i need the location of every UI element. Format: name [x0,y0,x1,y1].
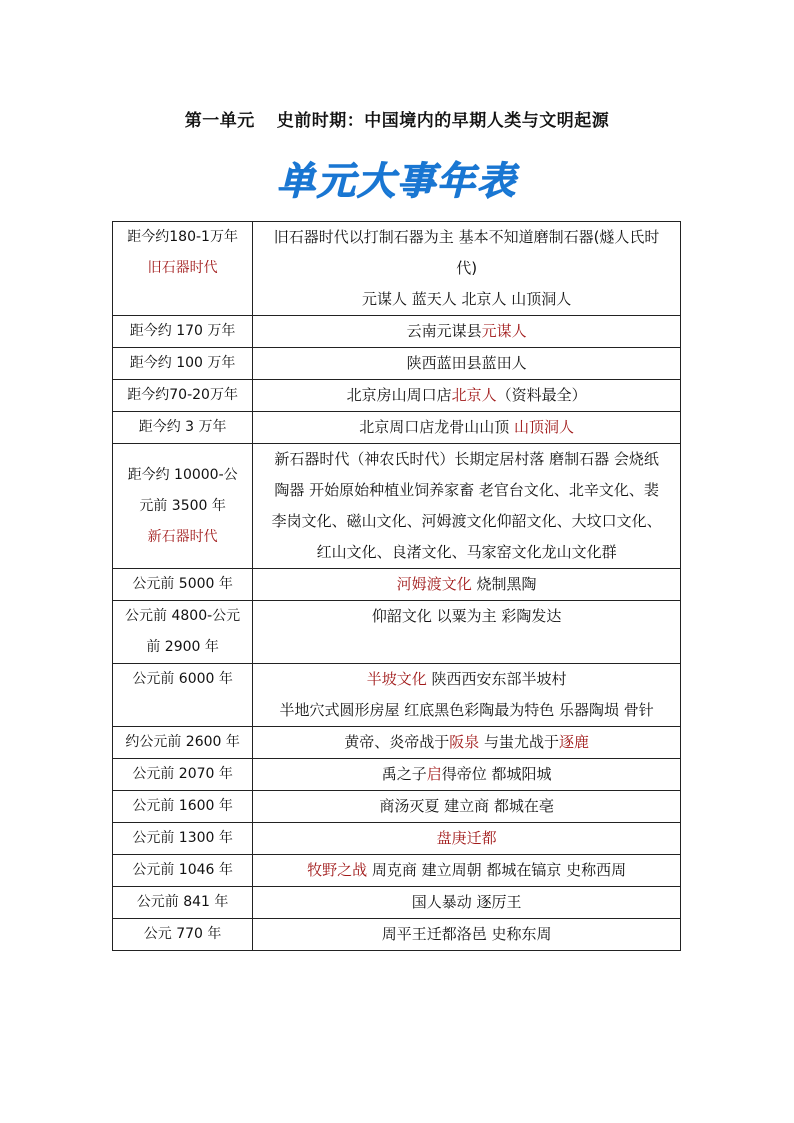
desc-cell [253,412,681,444]
desc-text: 元谋人 蓝天人 北京人 山顶洞人 [361,290,572,308]
desc-cell [253,855,681,887]
highlight-text: 逐鹿 [559,733,590,751]
table-row [113,444,681,569]
date-cell: 公元前 1600 年 [113,791,253,823]
table-row [113,316,681,348]
desc-cell: 仰韶文化 以粟为主 彩陶发达 [253,601,681,664]
desc-cell [253,380,681,412]
date-cell: 公元前 1046 年 [113,855,253,887]
date-text: 前 2900 年 [146,639,219,655]
highlight-text: 半坡文化 [366,670,427,688]
unit-label: 第一单元 [184,111,255,131]
desc-text: 北京周口店龙骨山山顶 [359,418,514,436]
date-cell: 公元 770 年 [113,919,253,951]
page-title [0,106,794,131]
desc-text: 旧石器时代以打制石器为主 基本不知道磨制石器(燧人氏时 [273,228,660,246]
table-row [113,727,681,759]
desc-cell: 陕西蓝田县蓝田人 [253,348,681,380]
table-row [113,759,681,791]
date-cell [113,444,253,569]
table-row [113,887,681,919]
date-cell [113,601,253,664]
desc-text: 黄帝、炎帝战于 [344,733,450,751]
desc-text: 周克商 建立周朝 都城在镐京 史称西周 [367,861,627,879]
desc-text: 北京房山周口店 [346,386,452,404]
desc-cell [253,664,681,727]
desc-text: （资料最全） [496,386,587,404]
table-row [113,348,681,380]
date-cell: 公元前 2070 年 [113,759,253,791]
desc-text: 李岗文化、磁山文化、河姆渡文化仰韶文化、大坟口文化、 [271,512,662,530]
desc-cell [253,759,681,791]
table-row [113,664,681,727]
desc-text: 禹之子 [381,765,427,783]
highlight-text: 河姆渡文化 [396,575,472,593]
date-cell: 公元前 1300 年 [113,823,253,855]
highlight-text: 牧野之战 [307,861,368,879]
table-row [113,380,681,412]
desc-text: 烧制黑陶 [471,575,537,593]
highlight-text: 阪泉 [449,733,480,751]
desc-text: 云南元谋县 [406,322,482,340]
desc-text: 半地穴式圆形房屋 红底黑色彩陶最为特色 乐器陶埙 骨针 [279,701,654,719]
date-cell: 公元前 6000 年 [113,664,253,727]
desc-cell [253,569,681,601]
desc-cell: 盘庚迁都 [253,823,681,855]
table-row [113,412,681,444]
timeline-table [112,221,681,951]
desc-text: 红山文化、良渚文化、马家窑文化龙山文化群 [316,543,617,561]
table-row [113,222,681,316]
desc-cell [253,316,681,348]
table-row [113,823,681,855]
desc-text: 新石器时代（神农氏时代）长期定居村落 磨制石器 会烧纸 [274,450,659,468]
highlight-text: 启 [426,765,442,783]
table-row [113,855,681,887]
highlight-text: 山顶洞人 [514,418,575,436]
date-text: 公元前 4800-公元 [125,608,241,624]
date-text: 距今约 10000-公 [127,466,238,483]
desc-cell: 商汤灭夏 建立商 都城在亳 [253,791,681,823]
date-text: 元前 3500 年 [139,497,226,514]
table-row [113,791,681,823]
date-cell: 距今约 3 万年 [113,412,253,444]
date-cell: 公元前 841 年 [113,887,253,919]
date-cell: 约公元前 2600 年 [113,727,253,759]
desc-cell [253,727,681,759]
table-row [113,569,681,601]
era-label: 旧石器时代 [147,260,218,276]
timeline-banner: 单元大事年表 [276,159,517,203]
date-cell: 距今约 170 万年 [113,316,253,348]
desc-cell [253,444,681,569]
highlight-text: 元谋人 [481,322,527,340]
desc-text: 得帝位 都城阳城 [441,765,552,783]
date-cell: 公元前 5000 年 [113,569,253,601]
desc-cell: 国人暴动 逐厉王 [253,887,681,919]
date-cell: 距今约70-20万年 [113,380,253,412]
unit-subtitle: 史前时期：中国境内的早期人类与文明起源 [276,111,610,131]
date-cell [113,222,253,316]
era-label: 新石器时代 [147,528,218,545]
table-row [113,601,681,664]
desc-text: 陶器 开始原始种植业饲养家畜 老官台文化、北辛文化、裴 [274,481,659,499]
desc-text: 代) [456,259,478,277]
highlight-text: 北京人 [451,386,497,404]
desc-text: 陕西西安东部半坡村 [426,670,567,688]
desc-text: 与蚩尤战于 [479,733,560,751]
table-row [113,919,681,951]
desc-cell: 周平王迁都洛邑 史称东周 [253,919,681,951]
desc-cell [253,222,681,316]
date-cell: 距今约 100 万年 [113,348,253,380]
date-text: 距今约180-1万年 [127,229,238,245]
